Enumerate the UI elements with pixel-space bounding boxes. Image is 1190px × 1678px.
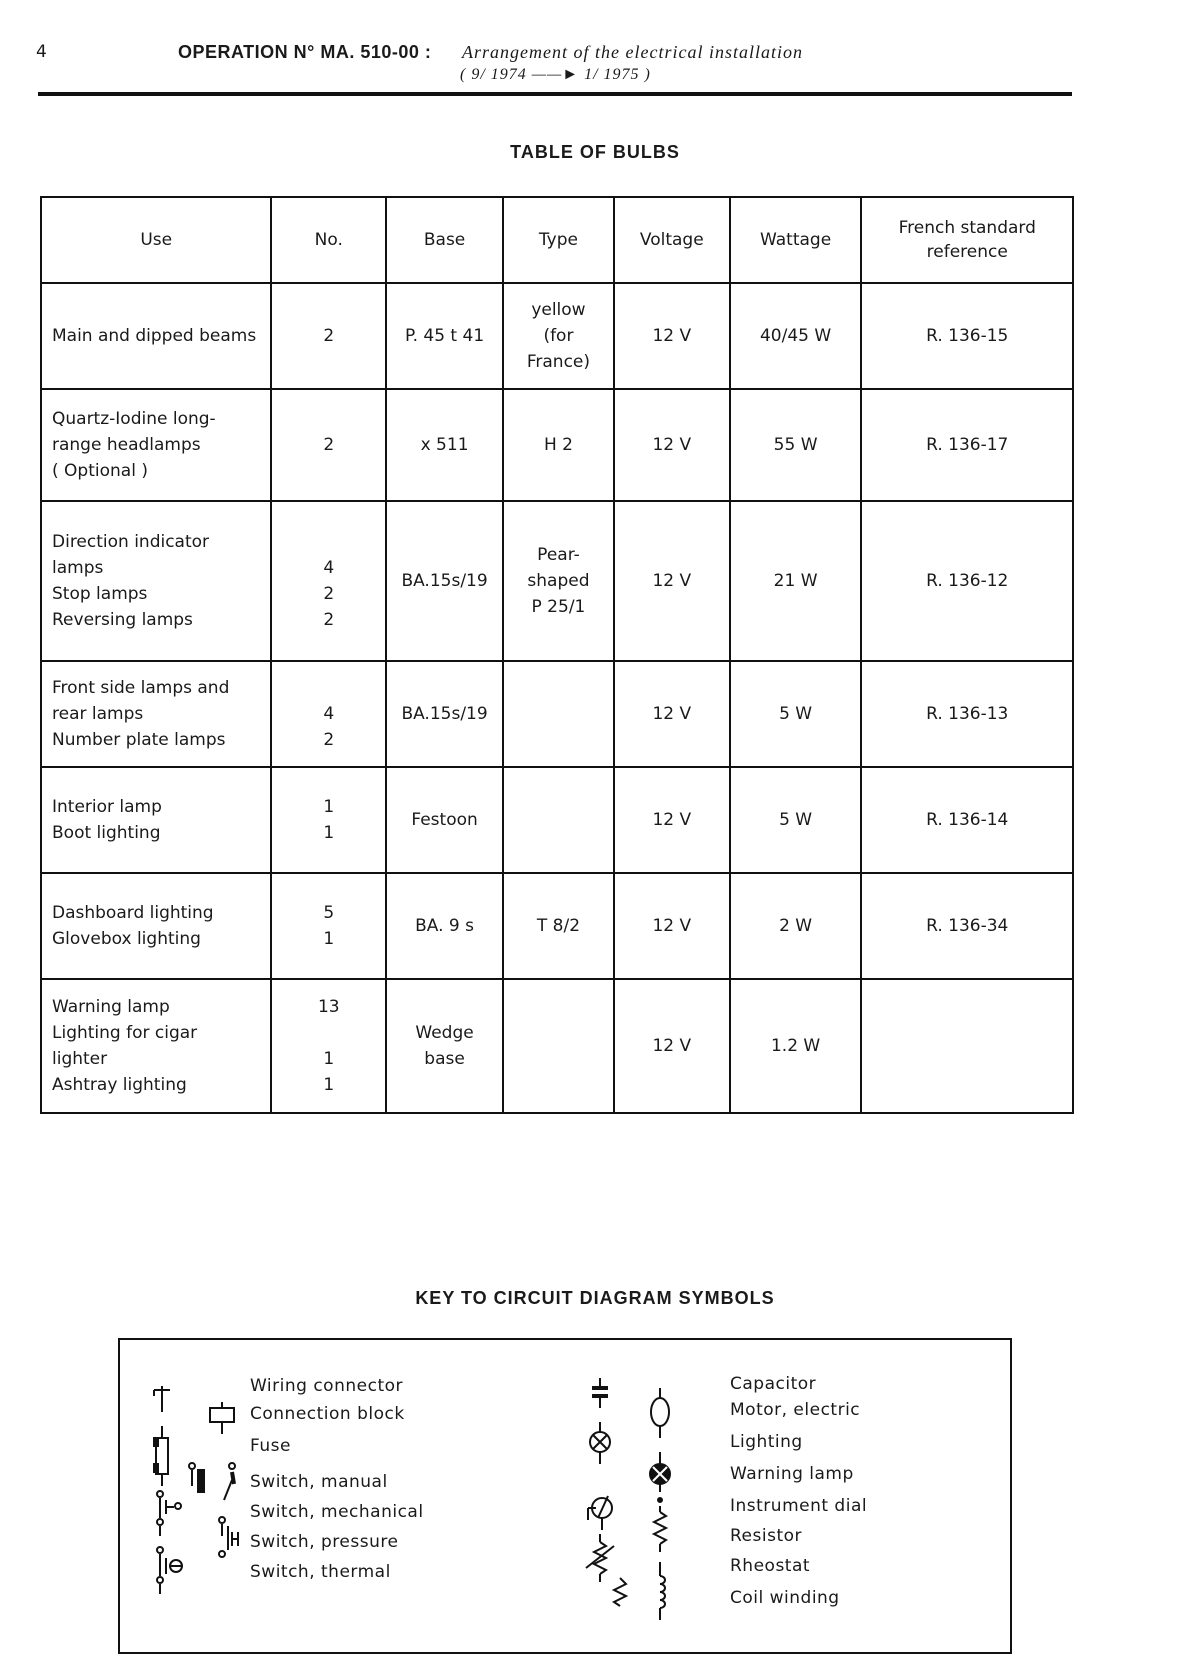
cell-voltage: [614, 389, 730, 501]
column-header-text: reference: [926, 242, 1008, 262]
cell-text: 1: [323, 1049, 335, 1069]
cell-text: 1: [323, 1075, 335, 1095]
cell-text: 2 W: [779, 916, 813, 936]
cell-text: Pear-shaped: [527, 545, 590, 591]
cell-type: [503, 389, 614, 501]
cell-base: [386, 661, 503, 767]
cell-ref: [861, 767, 1073, 873]
key-label-wiring-connector: Wiring connector: [250, 1376, 403, 1396]
cell-no: [271, 979, 386, 1113]
column-header-text: Base: [423, 230, 466, 250]
cell-voltage: [614, 873, 730, 979]
bulbs-table-title: TABLE OF BULBS: [510, 142, 680, 162]
key-label-warning-lamp: Warning lamp: [730, 1464, 854, 1484]
cell-wattage: [730, 661, 862, 767]
cell-text: R. 136-13: [926, 704, 1009, 724]
cell-text: Interior lamp: [52, 797, 162, 817]
cell-text: Festoon: [411, 810, 478, 830]
cell-base: [386, 501, 503, 661]
key-label-instrument-dial: Instrument dial: [730, 1496, 868, 1516]
table-row: [41, 661, 1073, 767]
key-label-motor: Motor, electric: [730, 1400, 861, 1420]
cell-text: R. 136-15: [926, 326, 1009, 346]
cell-text: T 8/2: [536, 916, 581, 936]
cell-text: [512, 701, 605, 727]
cell-text: 21 W: [773, 571, 818, 591]
cell-text: R. 136-12: [926, 571, 1009, 591]
cell-voltage: [614, 283, 730, 389]
cell-text: Boot lighting: [52, 823, 161, 843]
cell-wattage: [730, 501, 862, 661]
cell-text: P. 45 t 41: [404, 326, 485, 346]
cell-text: 5 W: [779, 810, 813, 830]
key-title: KEY TO CIRCUIT DIAGRAM SYMBOLS: [415, 1288, 775, 1308]
cell-text: 55 W: [773, 435, 818, 455]
motor-icon: [651, 1388, 669, 1438]
cell-use: [41, 501, 271, 661]
cell-use: [41, 767, 271, 873]
cell-voltage: [614, 661, 730, 767]
cell-text: [280, 1020, 377, 1046]
cell-text: yellow: [531, 300, 586, 320]
cell-text: Stop lamps: [52, 584, 148, 604]
cell-ref: [861, 283, 1073, 389]
symbol-key-box: [118, 1338, 1012, 1654]
cell-voltage: [614, 501, 730, 661]
capacitor-icon: [592, 1378, 608, 1408]
column-header: [41, 197, 271, 283]
key-label-switch-thermal: Switch, thermal: [250, 1562, 391, 1582]
column-header-text: Type: [538, 230, 578, 250]
key-label-capacitor: Capacitor: [730, 1374, 817, 1394]
cell-text: BA.15s/19: [401, 704, 488, 724]
table-row: [41, 873, 1073, 979]
cell-use: [41, 389, 271, 501]
cell-text: Ashtray lighting: [52, 1075, 187, 1095]
cell-text: [280, 529, 377, 555]
resistor-icon: [654, 1506, 666, 1552]
key-label-rheostat: Rheostat: [730, 1556, 811, 1576]
coil-winding-icon: [660, 1562, 665, 1620]
cell-text: Glovebox lighting: [52, 929, 201, 949]
wiring-connector-icon: [154, 1386, 170, 1412]
cell-text: Quartz-Iodine long-: [52, 409, 216, 429]
operation-dates: ( 9/ 1974 ——► 1/ 1975 ): [460, 66, 651, 83]
cell-text: 2: [323, 610, 335, 630]
cell-ref: [861, 979, 1073, 1113]
cell-text: Front side lamps and: [52, 678, 230, 698]
cell-base: [386, 767, 503, 873]
cell-text: [512, 1033, 605, 1059]
cell-text: R. 136-17: [926, 435, 1009, 455]
cell-text: Number plate lamps: [52, 730, 226, 750]
warning-lamp-icon: [650, 1452, 670, 1502]
cell-voltage: [614, 767, 730, 873]
cell-text: BA. 9 s: [415, 916, 474, 936]
cell-ref: [861, 661, 1073, 767]
cell-base: [386, 283, 503, 389]
operation-title: OPERATION N° MA. 510-00 :: [178, 42, 432, 62]
cell-text: 12 V: [652, 916, 692, 936]
rheostat-icon: [586, 1534, 626, 1606]
cell-use: [41, 283, 271, 389]
column-header: [386, 197, 503, 283]
cell-type: [503, 767, 614, 873]
table-row: [41, 501, 1073, 661]
switch-mechanical-icon: [157, 1491, 181, 1536]
cell-ref: [861, 873, 1073, 979]
header-rule: [38, 92, 1072, 96]
page-number: 4: [36, 42, 47, 62]
cell-text: R. 136-34: [926, 916, 1009, 936]
cell-text: Direction indicator: [52, 532, 210, 552]
cell-ref: [861, 389, 1073, 501]
cell-no: [271, 283, 386, 389]
cell-text: P 25/1: [531, 597, 586, 617]
cell-base: [386, 979, 503, 1113]
cell-type: [503, 979, 614, 1113]
fuse-icon: [154, 1426, 168, 1486]
cell-no: [271, 873, 386, 979]
cell-text: rear lamps: [52, 704, 144, 724]
instrument-dial-icon: [588, 1496, 612, 1530]
cell-text: lamps: [52, 558, 104, 578]
column-header: [730, 197, 862, 283]
cell-text: 12 V: [652, 1036, 692, 1056]
cell-text: 1.2 W: [770, 1036, 821, 1056]
cell-text: Dashboard lighting: [52, 903, 214, 923]
cell-text: [280, 675, 377, 701]
cell-text: 4: [323, 558, 335, 578]
cell-text: [512, 807, 605, 833]
column-header-text: No.: [314, 230, 343, 250]
cell-wattage: [730, 979, 862, 1113]
key-label-switch-manual: Switch, manual: [250, 1472, 388, 1492]
cell-text: Reversing lamps: [52, 610, 193, 630]
table-row: [41, 283, 1073, 389]
cell-text: lighter: [52, 1049, 108, 1069]
column-header-text: Wattage: [760, 230, 832, 250]
cell-no: [271, 389, 386, 501]
column-header: [614, 197, 730, 283]
cell-type: [503, 501, 614, 661]
table-row: [41, 767, 1073, 873]
cell-ref: [861, 501, 1073, 661]
cell-text: 1: [323, 823, 335, 843]
key-label-connection-block: Connection block: [250, 1404, 405, 1424]
cell-text: Warning lamp: [52, 997, 170, 1017]
cell-text: 13: [317, 997, 340, 1017]
table-row: [41, 979, 1073, 1113]
cell-wattage: [730, 283, 862, 389]
cell-wattage: [730, 873, 862, 979]
column-header: [271, 197, 386, 283]
cell-use: [41, 979, 271, 1113]
cell-text: 5 W: [779, 704, 813, 724]
cell-base: [386, 389, 503, 501]
table-row: [41, 389, 1073, 501]
switch-manual-icon: [189, 1463, 235, 1500]
key-label-fuse: Fuse: [250, 1436, 291, 1456]
cell-text: (for France): [526, 326, 591, 372]
cell-voltage: [614, 979, 730, 1113]
cell-wattage: [730, 767, 862, 873]
cell-text: 12 V: [652, 704, 692, 724]
key-label-resistor: Resistor: [730, 1526, 802, 1546]
cell-text: Lighting for cigar: [52, 1023, 198, 1043]
cell-no: [271, 767, 386, 873]
cell-wattage: [730, 389, 862, 501]
cell-text: ( Optional ): [52, 461, 148, 481]
connection-block-icon: [210, 1402, 234, 1434]
column-header: [503, 197, 614, 283]
switch-pressure-icon: [219, 1517, 238, 1557]
column-header-text: Voltage: [639, 230, 704, 250]
cell-text: Main and dipped beams: [52, 326, 257, 346]
key-label-switch-pressure: Switch, pressure: [250, 1532, 399, 1552]
cell-text: R. 136-14: [926, 810, 1009, 830]
bulbs-table: [40, 196, 1074, 1114]
cell-text: 2: [323, 730, 335, 750]
cell-text: 12 V: [652, 810, 692, 830]
cell-text: 4: [323, 704, 335, 724]
table-header-row: [41, 197, 1073, 283]
cell-text: 40/45 W: [759, 326, 832, 346]
cell-text: 12 V: [652, 326, 692, 346]
switch-thermal-icon: [157, 1547, 182, 1594]
cell-use: [41, 661, 271, 767]
cell-text: 1: [323, 797, 335, 817]
cell-text: 5: [323, 903, 335, 923]
cell-type: [503, 661, 614, 767]
cell-text: 12 V: [652, 571, 692, 591]
cell-text: 2: [323, 584, 335, 604]
cell-no: [271, 501, 386, 661]
cell-base: [386, 873, 503, 979]
cell-no: [271, 661, 386, 767]
cell-text: 2: [323, 435, 335, 455]
cell-type: [503, 283, 614, 389]
cell-use: [41, 873, 271, 979]
lighting-icon: [590, 1422, 610, 1464]
column-header-text: French standard: [898, 218, 1036, 238]
column-header: [861, 197, 1073, 283]
key-label-lighting: Lighting: [730, 1432, 803, 1452]
cell-text: BA.15s/19: [401, 571, 488, 591]
key-label-switch-mechanical: Switch, mechanical: [250, 1502, 424, 1522]
cell-text: Wedge base: [415, 1023, 474, 1069]
operation-subject: Arrangement of the electrical installation: [462, 42, 803, 62]
cell-text: range headlamps: [52, 435, 201, 455]
cell-text: 1: [323, 929, 335, 949]
column-header-text: Use: [140, 230, 173, 250]
key-label-coil-winding: Coil winding: [730, 1588, 840, 1608]
cell-text: 2: [323, 326, 335, 346]
cell-text: x 511: [420, 435, 469, 455]
cell-text: H 2: [543, 435, 573, 455]
cell-text: [870, 1033, 1064, 1059]
cell-text: 12 V: [652, 435, 692, 455]
cell-type: [503, 873, 614, 979]
